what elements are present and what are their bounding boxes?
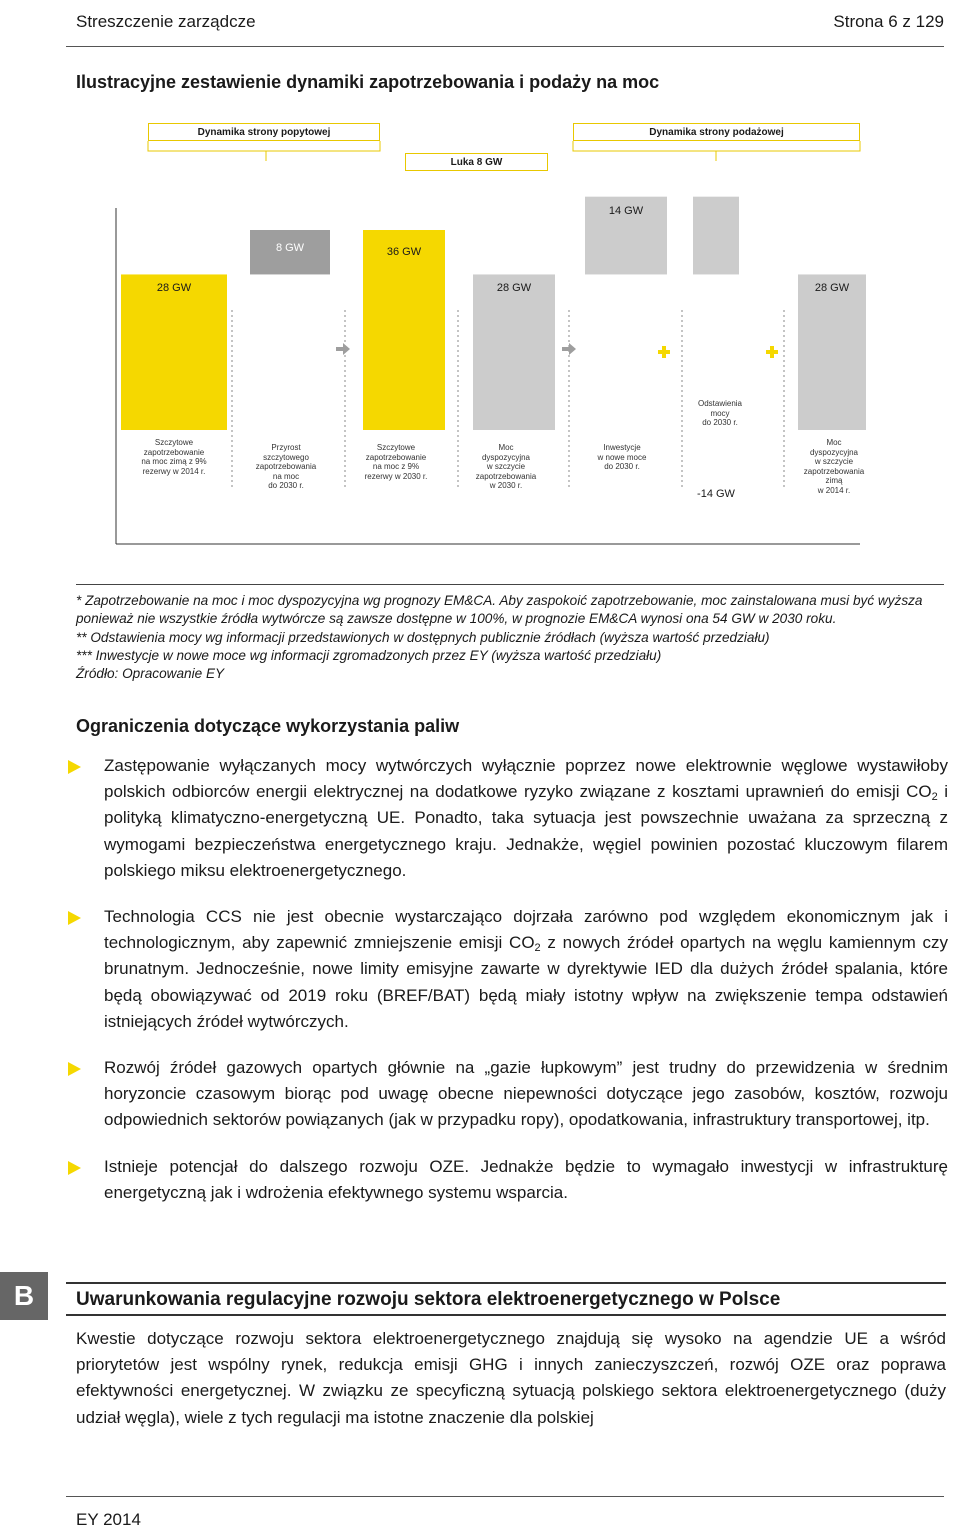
value-label-supply-2030: 28 GW — [496, 282, 532, 295]
bar-retirements — [693, 197, 739, 275]
value-label-demand-2030: 36 GW — [386, 246, 422, 258]
value-label-demand-growth: 8 GW — [275, 242, 305, 254]
section-b-paragraph: Kwestie dotyczące rozwoju sektora elektroenergetycznego znajdują się wysoko na agendzie UE a wśród priorytetów jest wspólny rynek, redukcja emisji GHG i innych zanieczyszczeń, rozwój OZE oraz poprawa efektywności energetycznej. W związku ze specyficzną sytuacją polskiego sektora elektroenergetycznego (duży udział węgla), wiele z tych regulacji ma istotne znaczenie dla polskiej — [76, 1329, 946, 1427]
category-label-supply-2030: Moc dyspozycyjna w szczycie zapotrzebowania w 2030 r. — [475, 443, 537, 490]
value-label-demand-2014: 28 GW — [156, 282, 192, 295]
value-label-supply-2014: 28 GW — [814, 282, 850, 295]
arrow-right-icon — [336, 343, 350, 355]
section-letter-badge: B — [0, 1272, 48, 1320]
bullet-arrow-icon — [68, 1062, 81, 1076]
list-item: Rozwój źródeł gazowych opartych głównie na „gazie łupkowym” jest trudny do przewidzenia w średnim horyzoncie czasowym biorąc pod uwagę obecne niepewności dotyczące jego zasobów, kosztów, rozwoju odpowiednich sektorów powiązanych (jak w przypadku ropy), opodatkowania, infrastruktury transportowej, itp. — [68, 1055, 948, 1134]
plus-icon — [208, 343, 220, 355]
category-label-demand-2030: Szczytowe zapotrzebowanie na moc z 9% rezerwy w 2030 r. — [364, 443, 428, 481]
bullet-arrow-icon — [68, 760, 81, 774]
list-item: Istnieje potencjał do dalszego rozwoju OZE. Jednakże będzie to wymagało inwestycji w infrastrukturę energetyczną jak i wdrożenia efektywnego systemu wsparcia. — [68, 1154, 948, 1206]
bullet-list — [68, 753, 948, 1226]
value-label-retirements: -14 GW — [697, 488, 735, 500]
section-heading: Ograniczenia dotyczące wykorzystania paliw — [76, 716, 460, 736]
banner-demand-side: Dynamika strony popytowej — [148, 123, 380, 141]
bracket-demand — [148, 141, 380, 151]
note-1: * Zapotrzebowanie na moc i moc dyspozycyjna wg prognozy EM&CA. Aby zaspokoić zapotrzebowanie, moc zainstalowana musi być wyższa ponieważ nie wszystkie źródła wytwórcze są zawsze dostępne w 100%, w prognozie EM&CA wynosi ona 54 GW w 2030 roku. — [76, 593, 923, 627]
header-page-number: Strona 6 z 129 — [833, 12, 944, 31]
note-2: ** Odstawienia mocy wg informacji przedstawionych w dostępnych publicznie źródłach (wyższa wartość przedziału) — [76, 629, 770, 645]
section-b-title: Uwarunkowania regulacyjne rozwoju sektora elektroenergetycznego w Polsce — [66, 1282, 946, 1316]
bullet-arrow-icon — [68, 911, 81, 925]
figure-notes — [76, 592, 948, 683]
banner-gap: Luka 8 GW — [405, 153, 548, 171]
footer-divider — [66, 1496, 944, 1497]
note-source: Źródło: Opracowanie EY — [76, 666, 225, 682]
arrow-right-icon — [562, 343, 576, 355]
note-3: *** Inwestycje w nowe moce wg informacji zgromadzonych przez EY (wyższa wartość przedziału) — [76, 647, 662, 663]
header-section-title: Streszczenie zarządcze — [76, 12, 256, 31]
bracket-supply — [573, 141, 860, 151]
figure-title: Ilustracyjne zestawienie dynamiki zapotrzebowania i podaży na moc — [76, 72, 660, 92]
category-label-retirements: Odstawienia mocy do 2030 r. — [697, 399, 743, 427]
plus-icon — [766, 346, 778, 358]
bar-supply-2014 — [798, 274, 866, 430]
value-label-new-investments: 14 GW — [608, 204, 644, 217]
category-label-new-investments: Inwestycje w nowe moce do 2030 r. — [597, 443, 647, 471]
bar-supply-2030 — [473, 274, 555, 430]
bullet-arrow-icon — [68, 1161, 81, 1175]
category-label-demand-growth: Przyrost szczytowego zapotrzebowania na moc do 2030 r. — [255, 443, 317, 490]
banner-supply-side: Dynamika strony podażowej — [573, 123, 860, 141]
waterfall-chart — [0, 0, 960, 560]
list-item: Zastępowanie wyłączanych mocy wytwórczych wyłącznie poprzez nowe elektrownie węglowe wystawiłoby polskich odbiorców energii elektrycznej na dodatkowe ryzyko związane z kosztami uprawnień do emisji $CO_2$ i polityką klimatyczno-energetyczną UE. Ponadto, taka sytuacja jest powszechnie uważana za sprzeczną z wymogami bezpieczeństwa energetycznego kraju. Jednakże, węgiel powinien pozostać kluczowym filarem polskiego miksu elektroenergetycznego. — [68, 753, 948, 884]
plus-icon — [658, 346, 670, 358]
list-item: Technologia CCS nie jest obecnie wystarczająco dojrzała zarówno pod względem ekonomicznym jak i technologicznym, aby zapewnić zmniejszenie emisji $CO_2$ z nowych źródeł opartych na węglu kamiennym czy brunatnym. Jednocześnie, nowe limity emisyjne zawarte w dyrektywie IED dla dużych źródeł spalania, które będą obowiązywać od 2019 roku (BREF/BAT) będą miały istotny wpływ na zwiększenie tempa odstawień istniejących źródeł wytwórczych. — [68, 904, 948, 1035]
footer-text: EY 2014 — [76, 1510, 141, 1529]
bar-demand-2030 — [363, 230, 445, 430]
category-label-supply-2014: Moc dyspozycyjna w szczycie zapotrzebowania zimą w 2014 r. — [803, 438, 865, 495]
category-label-demand-2014: Szczytowe zapotrzebowanie na moc zimą z 9% rezerwy w 2014 r. — [141, 438, 207, 476]
notes-divider — [76, 584, 944, 585]
